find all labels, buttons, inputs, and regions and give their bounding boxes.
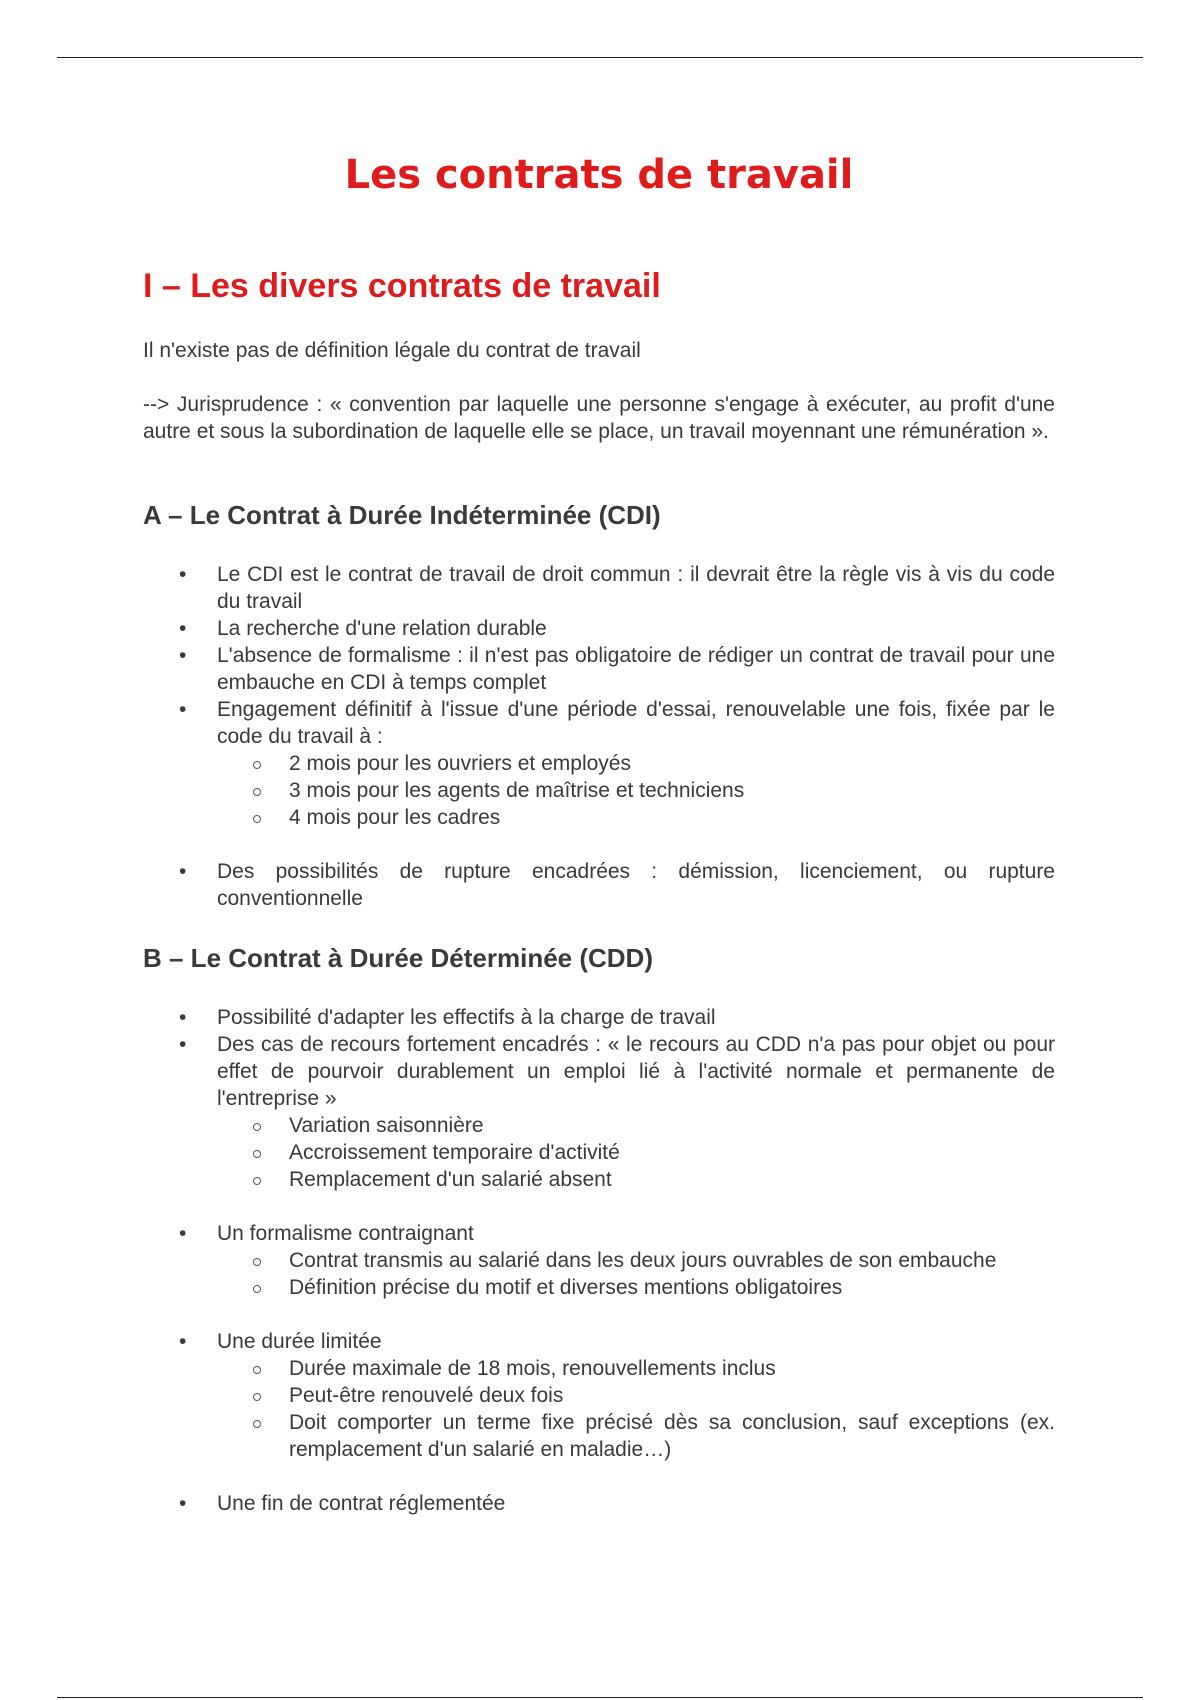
- sublist-item: [217, 1355, 1055, 1382]
- bullet-icon: •: [179, 860, 187, 883]
- cdi-list: [143, 561, 1055, 912]
- sublist-item: [217, 1139, 1055, 1166]
- sublist-item: [217, 1409, 1055, 1463]
- list-item: [143, 1004, 1055, 1031]
- circle-bullet-icon: [253, 761, 261, 769]
- sublist-item-text: Peut-être renouvelé deux fois: [289, 1384, 564, 1407]
- cdd-list: [143, 1004, 1055, 1517]
- circle-bullet-icon: [253, 1393, 261, 1401]
- sublist-item: [217, 1274, 1055, 1301]
- list-item: [143, 561, 1055, 615]
- sublist-item-text: 2 mois pour les ouvriers et employés: [289, 752, 631, 775]
- subsection-heading-cdd: B – Le Contrat à Durée Déterminée (CDD): [143, 943, 653, 973]
- circle-bullet-icon: [253, 1366, 261, 1374]
- bullet-icon: •: [179, 1006, 187, 1029]
- intro-paragraph: Il n'existe pas de définition légale du contrat de travail: [143, 339, 641, 362]
- essai-sublist: [217, 750, 1055, 831]
- circle-bullet-icon: [253, 1258, 261, 1266]
- sublist-item: [217, 804, 1055, 831]
- list-item-text: Des cas de recours fortement encadrés : « le recours au CDD n'a pas pour objet ou pour effet de pourvoir durablement un emploi lié à l'activité normale et permanente de l'entreprise »: [217, 1033, 1055, 1110]
- sublist-item: [217, 1382, 1055, 1409]
- bullet-icon: •: [179, 644, 187, 667]
- sublist-item-text: Remplacement d'un salarié absent: [289, 1168, 612, 1191]
- sublist-item: [217, 1247, 1055, 1274]
- bullet-icon: •: [179, 563, 187, 586]
- header-rule: [57, 57, 1143, 58]
- list-item: [143, 615, 1055, 642]
- sublist-item-text: Accroissement temporaire d'activité: [289, 1141, 620, 1164]
- sublist-item: [217, 777, 1055, 804]
- sublist-item-text: Durée maximale de 18 mois, renouvellements inclus: [289, 1357, 776, 1380]
- list-item-text: Des possibilités de rupture encadrées : démission, licenciement, ou rupture conventionnelle: [217, 860, 1055, 910]
- sublist-item-text: Doit comporter un terme fixe précisé dès sa conclusion, sauf exceptions (ex. remplacement d'un salarié en maladie…): [289, 1411, 1055, 1461]
- list-item: [143, 1031, 1055, 1193]
- circle-bullet-icon: [253, 788, 261, 796]
- sublist-item: [217, 1166, 1055, 1193]
- recours-sublist: [217, 1112, 1055, 1193]
- list-item: [143, 1328, 1055, 1463]
- sublist-item: [217, 750, 1055, 777]
- sublist-item-text: Variation saisonnière: [289, 1114, 484, 1137]
- jurisprudence-paragraph: --> Jurisprudence : « convention par laquelle une personne s'engage à exécuter, au profit d'une autre et sous la subordination de laquelle elle se place, un travail moyennant une rémunération ».: [143, 393, 1055, 443]
- list-item-text: Une durée limitée: [217, 1330, 382, 1353]
- bullet-icon: •: [179, 1330, 187, 1353]
- sublist-item-text: 4 mois pour les cadres: [289, 806, 501, 829]
- bullet-icon: •: [179, 1033, 187, 1056]
- bullet-icon: •: [179, 617, 187, 640]
- footer-rule: [57, 1697, 1143, 1698]
- circle-bullet-icon: [253, 1285, 261, 1293]
- circle-bullet-icon: [253, 1177, 261, 1185]
- circle-bullet-icon: [253, 1123, 261, 1131]
- list-item-text: Le CDI est le contrat de travail de droit commun : il devrait être la règle vis à vis du code du travail: [217, 563, 1055, 613]
- bullet-icon: •: [179, 698, 187, 721]
- sublist-item-text: 3 mois pour les agents de maîtrise et techniciens: [289, 779, 745, 802]
- list-item: [143, 858, 1055, 912]
- list-item: [143, 696, 1055, 831]
- list-item-text: Possibilité d'adapter les effectifs à la charge de travail: [217, 1006, 716, 1029]
- sublist-item-text: Contrat transmis au salarié dans les deux jours ouvrables de son embauche: [289, 1249, 997, 1272]
- list-item-text: Un formalisme contraignant: [217, 1222, 474, 1245]
- sublist-item-text: Définition précise du motif et diverses mentions obligatoires: [289, 1276, 843, 1299]
- list-item-text: La recherche d'une relation durable: [217, 617, 547, 640]
- circle-bullet-icon: [253, 1420, 261, 1428]
- list-item-text: Une fin de contrat réglementée: [217, 1492, 506, 1515]
- list-item: [143, 642, 1055, 696]
- subsection-heading-cdi: A – Le Contrat à Durée Indéterminée (CDI): [143, 500, 661, 530]
- list-item-text: Engagement définitif à l'issue d'une période d'essai, renouvelable une fois, fixée par le code du travail à :: [217, 698, 1055, 748]
- formalisme-sublist: [217, 1247, 1055, 1301]
- sublist-item: [217, 1112, 1055, 1139]
- list-item-text: L'absence de formalisme : il n'est pas obligatoire de rédiger un contrat de travail pour une embauche en CDI à temps complet: [217, 644, 1055, 694]
- section-heading-divers-contrats: I – Les divers contrats de travail: [143, 267, 661, 305]
- circle-bullet-icon: [253, 815, 261, 823]
- list-item: [143, 1490, 1055, 1517]
- list-item: [143, 1220, 1055, 1301]
- circle-bullet-icon: [253, 1150, 261, 1158]
- bullet-icon: •: [179, 1222, 187, 1245]
- duree-sublist: [217, 1355, 1055, 1463]
- document-title: Les contrats de travail: [344, 152, 854, 198]
- bullet-icon: •: [179, 1492, 187, 1515]
